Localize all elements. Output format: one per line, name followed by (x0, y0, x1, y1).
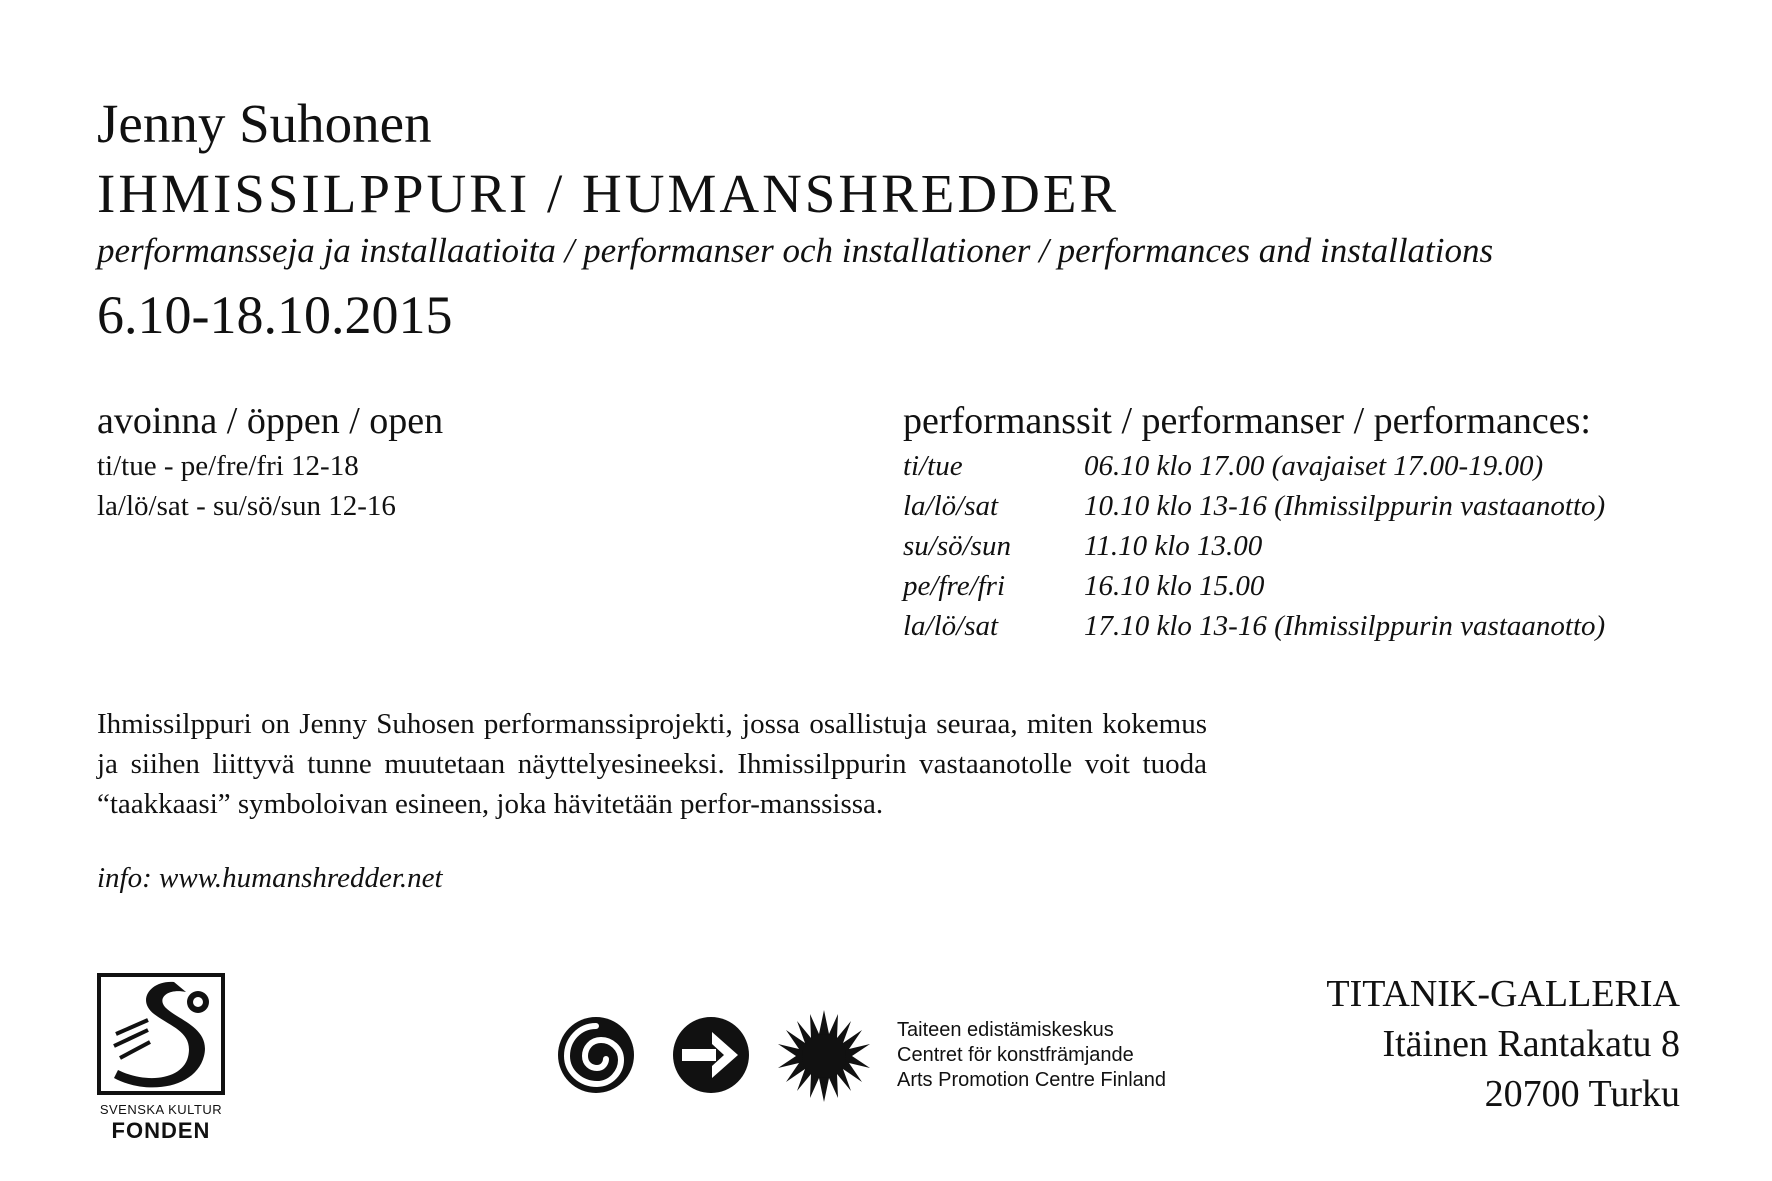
performance-time: 17.10 klo 13-16 (Ihmissilppurin vastaanotto) (1084, 610, 1606, 642)
svenska-kulturfonden-logo (96, 972, 226, 1142)
performance-day: pe/fre/fri (903, 570, 1006, 602)
performance-time: 10.10 klo 13-16 (Ihmissilppurin vastaanotto) (1084, 490, 1606, 522)
venue-city: 20700 Turku (1484, 1073, 1680, 1115)
info-link[interactable]: info: www.humanshredder.net (97, 862, 443, 894)
sun-icon (778, 1010, 870, 1102)
exhibition-dates: 6.10-18.10.2015 (97, 285, 453, 345)
opening-hours-heading: avoinna / öppen / open (97, 400, 444, 442)
project-description: Ihmissilppuri on Jenny Suhosen performanssiprojekti, jossa osallistuja seuraa, miten kokemus ja siihen liittyvä tunne muutetaan näyttelyesineeksi. Ihmissilppurin vastaanotolle voit tuoda “taakkaasi” symboloivan esineen, joka hävitetään perfor-manssissa. (97, 708, 1207, 820)
apc-line-en: Arts Promotion Centre Finland (897, 1069, 1167, 1091)
spiral-icon (557, 1016, 635, 1094)
performance-time: 11.10 klo 13.00 (1084, 530, 1263, 562)
performance-time: 16.10 klo 15.00 (1084, 570, 1265, 602)
performance-day: su/sö/sun (903, 530, 1011, 562)
opening-hours-line: ti/tue - pe/fre/fri 12-18 (97, 450, 359, 482)
logo-text-line2: FONDEN (111, 1118, 211, 1142)
exhibition-title: IHMISSILPPURI / HUMANSHREDDER (97, 163, 1120, 224)
venue-address (1326, 969, 1680, 1119)
venue-name: TITANIK-GALLERIA (1326, 973, 1680, 1015)
performance-time: 06.10 klo 17.00 (avajaiset 17.00-19.00) (1084, 450, 1544, 482)
performance-day: la/lö/sat (903, 490, 999, 522)
apc-line-fi: Taiteen edistämiskeskus (897, 1019, 1114, 1041)
performance-day: ti/tue (903, 450, 963, 482)
arts-promotion-centre-text (897, 1018, 1166, 1093)
logo-text-line1: SVENSKA KULTUR (99, 1102, 223, 1117)
venue-street: Itäinen Rantakatu 8 (1382, 1023, 1680, 1065)
exhibition-subtitle: performansseja ja installaatioita / performanser och installationer / performances and installations (97, 231, 1494, 270)
artist-name: Jenny Suhonen (97, 93, 432, 154)
performance-day: la/lö/sat (903, 610, 999, 642)
performances-heading: performanssit / performanser / performances: (903, 400, 1591, 442)
arrow-right-icon (672, 1016, 750, 1094)
apc-line-sv: Centret för konstfrämjande (897, 1044, 1134, 1066)
opening-hours-line: la/lö/sat - su/sö/sun 12-16 (97, 490, 396, 522)
